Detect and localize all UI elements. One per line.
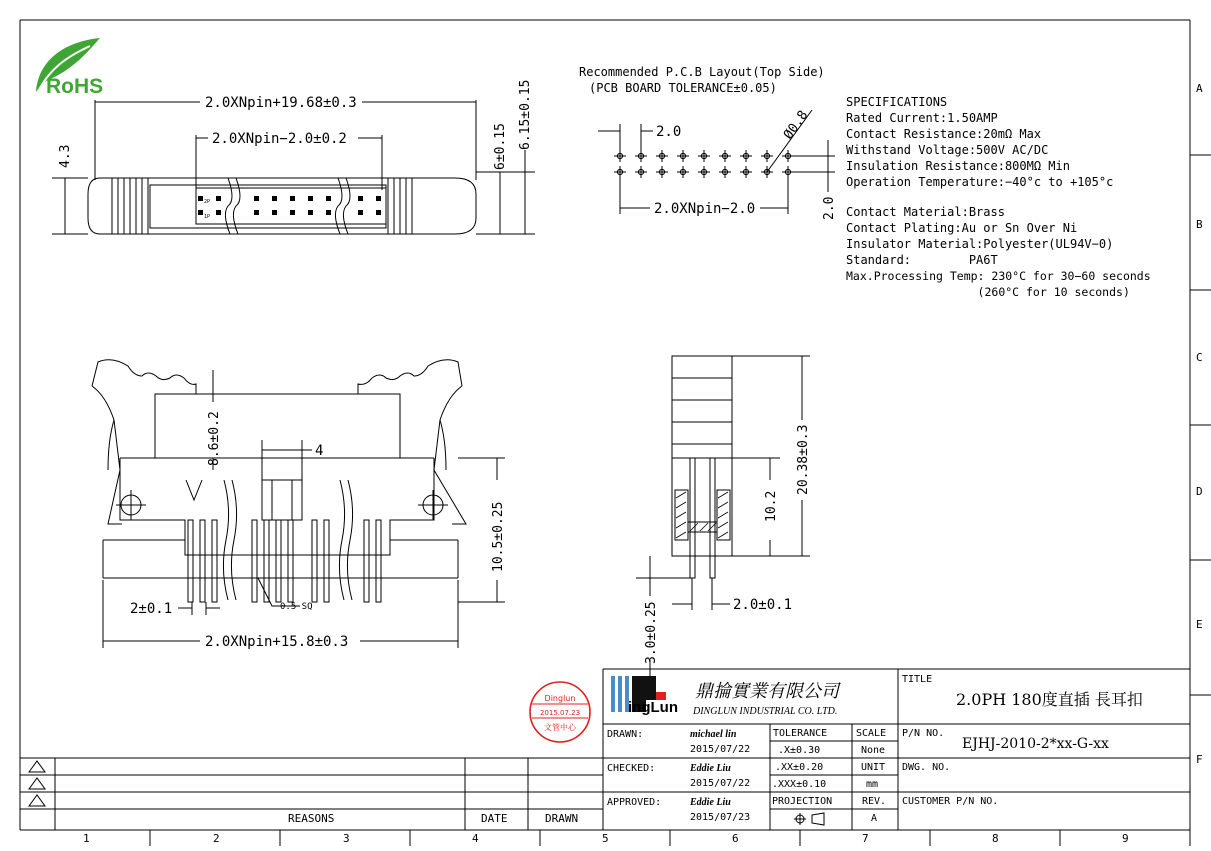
spec-line: Withstand Voltage:500V AC/DC bbox=[846, 143, 1049, 157]
checked-label: CHECKED: bbox=[607, 763, 656, 774]
spec-line: Insulator Material:Polyester(UL94V−0) bbox=[846, 237, 1114, 251]
tolerance-label: TOLERANCE bbox=[773, 728, 828, 739]
drawn-name: michael lin bbox=[690, 729, 737, 740]
zone-row-a: A bbox=[1196, 82, 1203, 95]
spec-line: Standard: PA6T bbox=[846, 253, 998, 267]
spec-line: Contact Plating:Au or Sn Over Ni bbox=[846, 221, 1078, 235]
unit-value: mm bbox=[866, 779, 879, 790]
dim-front-pitch: 2±0.1 bbox=[130, 601, 173, 617]
top-view bbox=[88, 178, 476, 234]
logo-wordmark: ingLun bbox=[628, 699, 678, 716]
scale-value: None bbox=[861, 745, 886, 756]
dim-left-4-3: 4.3 bbox=[58, 144, 73, 168]
rohs-logo bbox=[36, 38, 103, 98]
revision-date-header: DATE bbox=[481, 812, 508, 825]
company-name-cn: 鼎掄實業有限公司 bbox=[695, 681, 839, 702]
spec-line: Insulation Resistance:800MΩ Min bbox=[846, 159, 1070, 173]
zone-col-9: 9 bbox=[1122, 832, 1129, 845]
dim-pitch-row: 2.0XNpin−2.0±0.2 bbox=[212, 131, 347, 147]
checked-name: Eddie Liu bbox=[690, 763, 731, 774]
approved-label: APPROVED: bbox=[607, 797, 662, 808]
spec-line: Rated Current:1.50AMP bbox=[846, 111, 998, 125]
company-name-en: DINGLUN INDUSTRIAL CO. LTD. bbox=[693, 706, 838, 717]
zone-row-e: E bbox=[1196, 618, 1203, 631]
dwg-label: DWG. NO. bbox=[902, 762, 951, 773]
unit-label: UNIT bbox=[861, 762, 886, 773]
tolerance-xxx: .XXX±0.10 bbox=[772, 779, 827, 790]
revision-triangles bbox=[29, 761, 45, 806]
spec-line: Contact Material:Brass bbox=[846, 205, 1005, 219]
projection-label: PROJECTION bbox=[772, 796, 833, 807]
stamp-line-3: 文管中心 bbox=[544, 723, 576, 732]
approved-name: Eddie Liu bbox=[690, 797, 731, 808]
part-number: EJHJ-2010-2*xx-G-xx bbox=[962, 736, 1109, 752]
zone-col-4: 4 bbox=[472, 832, 479, 845]
zone-row-f: F bbox=[1196, 753, 1203, 766]
spec-title: SPECIFICATIONS bbox=[846, 95, 948, 109]
front-view bbox=[92, 360, 466, 602]
specifications bbox=[846, 95, 1151, 299]
pcb-dim-row-gap: 2.0 bbox=[822, 196, 837, 220]
side-view-hatch bbox=[676, 492, 728, 538]
spec-line: Max.Processing Temp: 230°C for 30−60 seconds bbox=[846, 269, 1151, 283]
stamp-line-1: Dinglun bbox=[544, 694, 576, 703]
zone-col-3: 3 bbox=[343, 832, 350, 845]
dim-window-width: 4 bbox=[315, 443, 324, 459]
rev-value: A bbox=[871, 813, 878, 824]
zone-col-7: 7 bbox=[862, 832, 869, 845]
zone-col-8: 8 bbox=[992, 832, 999, 845]
dim-front-overall-width: 2.0XNpin+15.8±0.3 bbox=[205, 634, 349, 650]
customer-pn-label: CUSTOMER P/N NO. bbox=[902, 796, 999, 807]
spec-line: Operation Temperature:−40°c to +105°c bbox=[846, 175, 1114, 189]
dim-height-6-15: 6.15±0.15 bbox=[518, 79, 533, 150]
dim-side-pitch: 2.0±0.1 bbox=[733, 597, 793, 613]
pin-mark-1p: 1P bbox=[204, 214, 211, 220]
drawn-date: 2015/07/22 bbox=[690, 744, 751, 755]
spec-line: (260°C for 10 seconds) bbox=[846, 285, 1130, 299]
dim-side-overall-height: 20.38±0.3 bbox=[796, 424, 811, 495]
title-label: TITLE bbox=[902, 674, 933, 685]
zone-row-c: C bbox=[1196, 351, 1203, 364]
tolerance-x: .X±0.30 bbox=[778, 745, 821, 756]
tolerance-xx: .XX±0.20 bbox=[775, 762, 824, 773]
revision-drawn-header: DRAWN bbox=[545, 812, 579, 825]
pcb-layout-title: Recommended P.C.B Layout(Top Side) bbox=[579, 65, 825, 79]
pcb-dim-hole: Ø0.8 bbox=[780, 108, 812, 143]
dim-overall-length: 2.0XNpin+19.68±0.3 bbox=[205, 95, 357, 111]
dinglun-logo bbox=[611, 676, 678, 716]
side-view bbox=[672, 356, 732, 578]
revision-reasons-header: REASONS bbox=[288, 812, 335, 825]
dim-front-height: 8.6±0.2 bbox=[207, 411, 222, 466]
dim-side-tail: 3.0±0.25 bbox=[644, 601, 659, 664]
zone-row-b: B bbox=[1196, 218, 1203, 231]
rohs-text: RoHS bbox=[46, 75, 104, 98]
zone-row-d: D bbox=[1196, 485, 1203, 498]
dim-side-inner: 10.2 bbox=[764, 490, 779, 522]
zone-col-2: 2 bbox=[213, 832, 220, 845]
scale-label: SCALE bbox=[856, 728, 887, 739]
zone-col-5: 5 bbox=[602, 832, 609, 845]
pcb-layout-tolerance: (PCB BOARD TOLERANCE±0.05) bbox=[589, 81, 777, 95]
dim-front-overall-height: 10.5±0.25 bbox=[491, 501, 506, 572]
stamp-line-2: 2015.07.23 bbox=[539, 709, 581, 717]
approved-date: 2015/07/23 bbox=[690, 812, 751, 823]
spec-line: Contact Resistance:20mΩ Max bbox=[846, 127, 1042, 141]
checked-date: 2015/07/22 bbox=[690, 778, 751, 789]
rev-label: REV. bbox=[862, 796, 887, 807]
pcb-dim-pitch: 2.0 bbox=[656, 124, 682, 140]
pin-mark-2p: 2P bbox=[204, 199, 211, 205]
projection-symbol-icon bbox=[794, 813, 824, 825]
dim-pin-square: 0.5 SQ bbox=[280, 602, 313, 612]
drawing-title: 2.0PH 180度直插 長耳扣 bbox=[956, 690, 1143, 709]
side-view-dim-lines bbox=[636, 356, 810, 680]
dim-height-6: 6±0.15 bbox=[493, 123, 508, 170]
pn-label: P/N NO. bbox=[902, 728, 945, 739]
zone-col-6: 6 bbox=[732, 832, 739, 845]
zone-col-1: 1 bbox=[83, 832, 90, 845]
drawn-label: DRAWN: bbox=[607, 729, 644, 740]
approval-stamp bbox=[530, 682, 590, 742]
pcb-dim-row-span: 2.0XNpin−2.0 bbox=[654, 201, 756, 217]
